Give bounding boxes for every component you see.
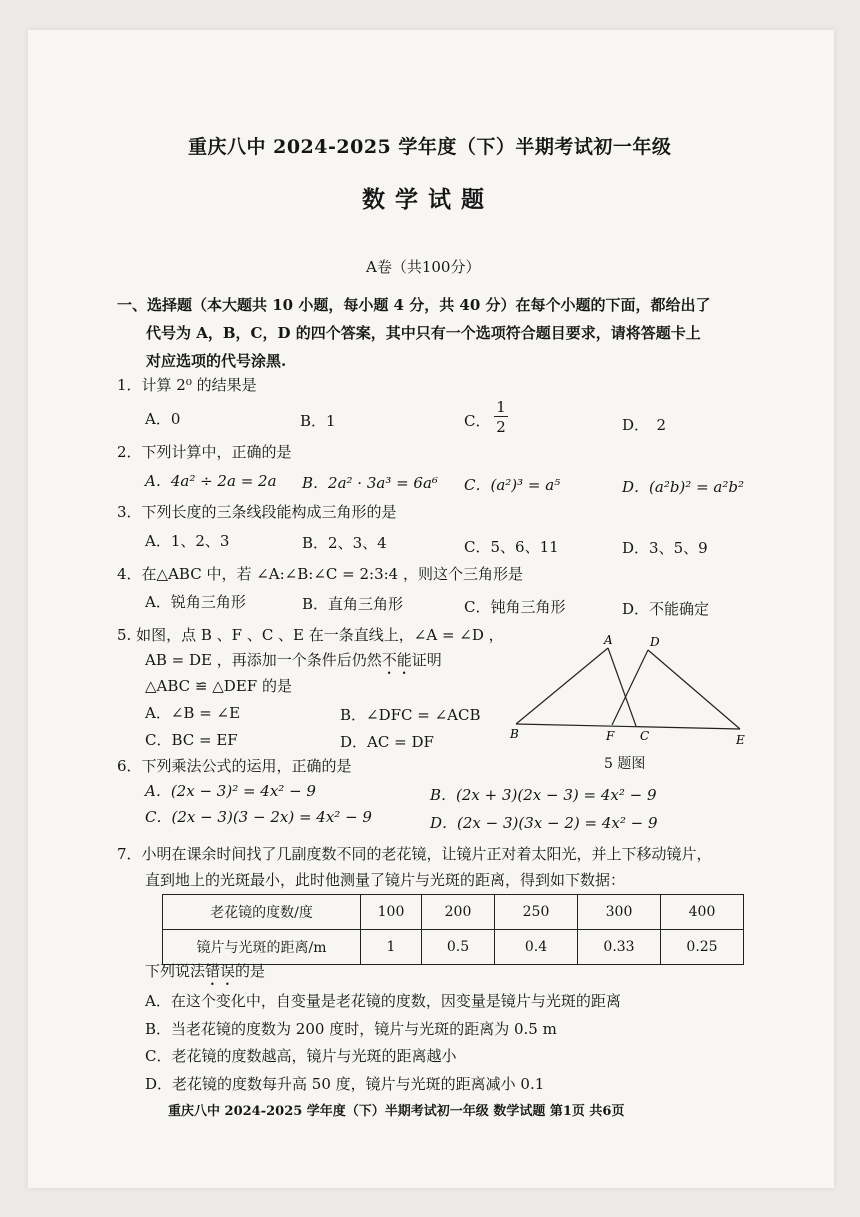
q3-stem: 3．下列长度的三条线段能构成三角形的是 (117, 503, 397, 521)
q2-stem: 2．下列计算中，正确的是 (117, 443, 292, 461)
q5-figure (500, 630, 760, 750)
q2-option-a: A．4a² ÷ 2a = 2a (145, 472, 277, 490)
q4-option-c: C．钝角三角形 (464, 598, 566, 616)
vertex-label-d: D (650, 635, 660, 649)
q7-data-table (162, 894, 744, 965)
q1-option-a: A．0 (145, 410, 181, 428)
table-cell: 0.5 (422, 930, 495, 965)
section-a-heading: A卷（共100分） (366, 258, 481, 276)
q6-option-c: C．(2x − 3)(3 − 2x) = 4x² − 9 (145, 808, 372, 826)
line-d-e (648, 650, 740, 729)
q6-option-b: B．(2x + 3)(2x − 3) = 4x² − 9 (430, 786, 657, 804)
q1-option-c-numerator: 1 (494, 398, 508, 417)
q2-option-d: D．(a²b)² = a²b² (622, 478, 744, 496)
table-cell: 0.4 (495, 930, 578, 965)
q7-option-a: A．在这个变化中，自变量是老花镜的度数，因变量是镜片与光斑的距离 (145, 992, 621, 1010)
q6-option-d: D．(2x − 3)(3x − 2) = 4x² − 9 (430, 814, 658, 832)
line-b-a (516, 648, 608, 724)
q5-option-b: B．∠DFC = ∠ACB (340, 706, 481, 724)
q3-option-a: A．1、2、3 (145, 532, 230, 550)
q1-option-c-label: C． (464, 412, 491, 430)
q1-option-c-fraction (494, 398, 508, 437)
table-row-header-degree: 老花镜的度数/度 (163, 895, 361, 930)
line-f-d (612, 650, 648, 725)
q5-option-d: D．AC = DF (340, 733, 434, 751)
q7-line2: 直到地上的光斑最小，此时他测量了镜片与光斑的距离，得到如下数据： (145, 871, 626, 889)
q3-option-d: D．3、5、9 (622, 539, 708, 557)
table-row-header-distance: 镜片与光斑的距离/m (163, 930, 361, 965)
line-b-e (516, 724, 740, 729)
q1-option-d: D． 2 (622, 416, 667, 434)
vertex-label-e: E (736, 733, 745, 747)
page-footer: 重庆八中 2024-2025 学年度（下）半期考试初一年级 数学试题 第1页 共6页 (168, 1104, 625, 1119)
q7-prompt (145, 960, 265, 989)
q5-figure-caption: 5 题图 (604, 756, 646, 772)
exam-subtitle: 数学试题 (362, 186, 494, 213)
q1-option-c-denominator: 2 (496, 418, 506, 436)
vertex-label-f: F (606, 729, 615, 743)
exam-title: 重庆八中 2024-2025 学年度（下）半期考试初一年级 (188, 136, 672, 158)
q1-option-b: B．1 (300, 412, 336, 430)
q6-stem: 6．下列乘法公式的运用，正确的是 (117, 757, 352, 775)
q5-option-a: A．∠B = ∠E (145, 704, 241, 722)
line-a-c (608, 648, 636, 726)
table-cell: 300 (578, 895, 661, 930)
table-cell: 0.25 (661, 930, 744, 965)
q2-option-b: B．2a² · 3a³ = 6a⁶ (302, 474, 438, 492)
table-cell: 1 (361, 930, 422, 965)
q5-line3: △ABC ≌ △DEF 的是 (145, 677, 292, 695)
part1-instructions-line2: 代号为 A，B，C，D 的四个答案，其中只有一个选项符合题目要求，请将答题卡上 (146, 324, 701, 342)
q5-line2-end: 证明 (411, 651, 442, 669)
q4-option-a: A．锐角三角形 (145, 593, 246, 611)
q7-prompt-end: 的是 (235, 962, 266, 980)
table-cell: 100 (361, 895, 422, 930)
table-cell: 250 (495, 895, 578, 930)
q7-option-c: C．老花镜的度数越高，镜片与光斑的距离越小 (145, 1047, 457, 1065)
table-cell: 0.33 (578, 930, 661, 965)
vertex-label-a: A (604, 633, 613, 647)
q4-option-b: B．直角三角形 (302, 595, 404, 613)
q6-option-a: A．(2x − 3)² = 4x² − 9 (145, 782, 316, 800)
q7-option-b: B．当老花镜的度数为 200 度时，镜片与光斑的距离为 0.5 m (145, 1020, 557, 1038)
q4-option-d: D．不能确定 (622, 600, 710, 618)
q5-line1: 5. 如图，点 B 、F 、C 、E 在一条直线上，∠A = ∠D ， (117, 626, 504, 644)
q2-option-c: C．(a²)³ = a⁵ (464, 476, 561, 494)
q7-prompt-start: 下列说法 (145, 962, 206, 980)
q5-line2 (145, 649, 442, 678)
q5-option-c: C．BC = EF (145, 731, 238, 749)
q7-option-d: D．老花镜的度数每升高 50 度，镜片与光斑的距离减小 0.1 (145, 1075, 545, 1093)
part1-instructions-line1: 一、选择题（本大题共 10 小题，每小题 4 分，共 40 分）在每个小题的下面，都给出了 (117, 296, 711, 314)
q3-option-b: B．2、3、4 (302, 534, 387, 552)
q5-line2-emphasis: 不能 (381, 651, 412, 669)
table-cell: 200 (422, 895, 495, 930)
table-row (163, 895, 744, 930)
q7-line1: 7．小明在课余时间找了几副度数不同的老花镜，让镜片正对着太阳光，并上下移动镜片， (117, 845, 712, 863)
vertex-label-c: C (640, 729, 650, 743)
q7-prompt-emphasis: 错误 (205, 962, 236, 980)
q1-stem: 1．计算 2⁰ 的结果是 (117, 376, 257, 394)
table-cell: 400 (661, 895, 744, 930)
part1-instructions-line3: 对应选项的代号涂黑. (146, 352, 287, 370)
vertex-label-b: B (510, 727, 519, 741)
q3-option-c: C．5、6、11 (464, 538, 559, 556)
q5-line2-start: AB = DE ，再添加一个条件后仍然 (145, 651, 382, 669)
q4-stem: 4．在△ABC 中，若 ∠A:∠B:∠C = 2:3:4 ，则这个三角形是 (117, 565, 523, 583)
